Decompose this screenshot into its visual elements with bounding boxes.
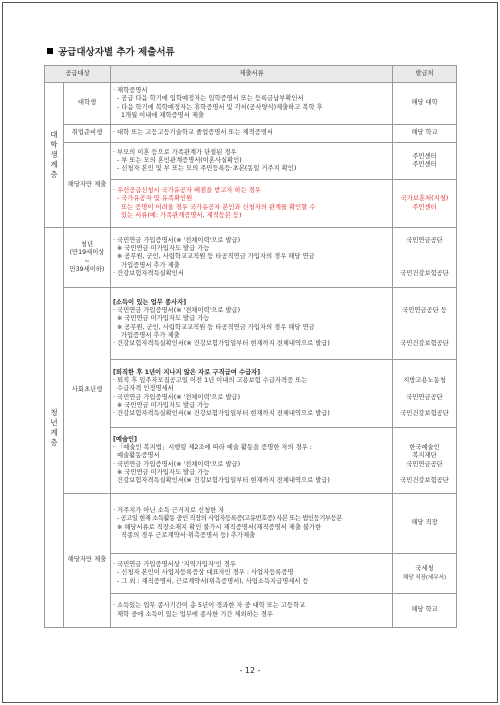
- doc-cell: [퇴직한 후 1년이 지나지 않은 자로 구직급여 수급자] · 퇴직 후 입주자모집공고일 이전 1년 이내의 고용보험 수급자격증 또는 수급자격 인정명세서 · 국민연금 가입증명서(※ '전체이력'으로 발급) ※ 국민연금 미가입자도 발급 가능 · 건강보험자격득실확인서(※ 건강보험가입일부터 현재까지 전체내역으로 발급): [111, 360, 393, 428]
- square-bullet-icon: [47, 48, 53, 54]
- issuer-cell: 해당 학교: [393, 594, 457, 628]
- sub-label: 사회초년생: [64, 288, 111, 494]
- page-number: - 12 -: [239, 666, 261, 675]
- section-heading: [47, 44, 175, 58]
- sub-label: 취업준비생: [64, 125, 111, 143]
- issuer-cell: 국민연금공단 국민건강보험공단: [393, 228, 457, 288]
- doc-cell: · 거주지가 아닌 소득 근거지로 신청한 자 - 공고일 현재 소득활동 중인 직장의 사업자등록증(고유번호증) 사본 또는 법인등기부등본 ※ 해당서류로 직장소재지 확인 불가시 재직증명서(재직증명서 제출 불가한 직종의 경우 근로계약서·위촉증명서 등) 추가제출: [111, 494, 393, 554]
- table-row: [45, 494, 457, 554]
- issuer-cell: 국세청 해당 직장(세무서): [393, 554, 457, 594]
- heading-text: 공급대상자별 추가 제출서류: [58, 47, 175, 58]
- issuer-cell: 한국예술인 복지재단 국민연금공단 국민건강보험공단: [393, 428, 457, 494]
- header-documents: 제출서류: [111, 66, 393, 83]
- header-issuer: 발급처: [393, 66, 457, 83]
- issuer-cell-merit: 국가보훈처(지청) 주민센터: [393, 180, 457, 228]
- group-label-university: 대 학 생 계 층: [45, 83, 64, 228]
- sub-label: 해당자만 제출: [64, 143, 111, 228]
- doc-cell: [소득이 있는 업무 종사자] · 국민연금 가입증명서(※ '전체이력'으로 발급) ※ 국민연금 미가입자도 발급 가능 ※ 공무원, 군인, 사립학교교직원 등 타공적연금 가입자의 경우 해당 연금 가입증명서 추가 제출 · 건강보험자격득실확인서(※ 건강보험가입일부터 현재까지 전체내역으로 발급): [111, 288, 393, 360]
- doc-cell-merit: · 우선공급신청시 국가유공자 배점을 받고자 하는 경우 - 국가유공자 및 유족확인원 또는 증명이 어려울 경우 국가유공자 본인과 신청자의 관계를 확인할 수 있는 서류(예: 가족관계증명서, 제적등본 등): [111, 180, 393, 228]
- sub-label-youth: 청년 (만19세이상 ~ 만39세이하): [64, 228, 111, 288]
- table-row: [45, 228, 457, 288]
- header-row: [45, 66, 457, 83]
- doc-cell: · 부모의 이혼 등으로 가족관계가 단절된 경우 - 부 또는 모의 혼인관계증명서(이혼사실확인) - 신청자 본인 및 부 또는 모의 주민등록등·초본(동일 거주지 확인): [111, 143, 393, 180]
- issuer-cell: 해당 대학: [393, 83, 457, 125]
- table-row: [45, 125, 457, 143]
- issuer-cell: 해당 직장: [393, 494, 457, 554]
- doc-cell: [예술인] · 「예술인 복지법」시행령 제2조에 따라 예술 활동을 증명한 자의 경우 : 예술활동증명서 · 국민연금 가입증명서(※ '전체이력'으로 발급) ※ 국민연금 미가입자도 발급 가능 건강보험자격득실확인서(※ 건강보험가입일부터 현재까지 전체내역으로 발급): [111, 428, 393, 494]
- table-row: [45, 288, 457, 360]
- doc-cell: · 국민연금 가입증명서상 '지역가입자'인 경우 - 신청자 본인이 사업자등록증상 대표자인 경우 : 사업자등록증명 - 그 외 : 재직증명서, 근로계약서(위촉증명서), 사업소득지급명세서 등: [111, 554, 393, 594]
- issuer-cell: 지방고용노동청 국민연금공단 국민건강보험공단: [393, 360, 457, 428]
- sub-label: 해당자만 제출: [64, 494, 111, 628]
- issuer-cell: 국민연금공단 등 국민건강보험공단: [393, 288, 457, 360]
- table-row: [45, 83, 457, 125]
- issuer-cell: 주민센터 주민센터: [393, 143, 457, 180]
- doc-cell: · 재학증명서 - 공급 다음 학기에 입학예정자는 입학증명서 또는 등록금납부확인서 - 다음 학기에 복학예정자는 휴학증명서 및 각서(공사양식)제출하고 복학 후 1개월 이내에 재학증명서 제출: [111, 83, 393, 125]
- doc-cell: · 국민연금 가입증명서(※ '전체이력'으로 발급) ※ 국민연금 미가입자도 발급 가능 ※ 공무원, 군인, 사립학교교직원 등 타공적연금 가입자의 경우 해당 연금 가입증명서 추가 제출 · 건강보험자격득실확인서: [111, 228, 393, 288]
- issuer-cell: 해당 학교: [393, 125, 457, 143]
- table-row: [45, 143, 457, 180]
- doc-cell: · 대학 또는 고등고등기술학교 졸업증명서 또는 제적증명서: [111, 125, 393, 143]
- group-label-youth: 청 년 계 층: [45, 228, 64, 628]
- header-target: 공급대상: [45, 66, 111, 83]
- doc-cell: · 소득있는 업무 종사기간이 총 5년이 경과한 자 중 대학 또는 고등학교 재학 중에 소득이 있는 업무에 종사한 기간 제외하는 경우: [111, 594, 393, 628]
- sub-label: 대학생: [64, 83, 111, 125]
- documents-table: [44, 65, 457, 628]
